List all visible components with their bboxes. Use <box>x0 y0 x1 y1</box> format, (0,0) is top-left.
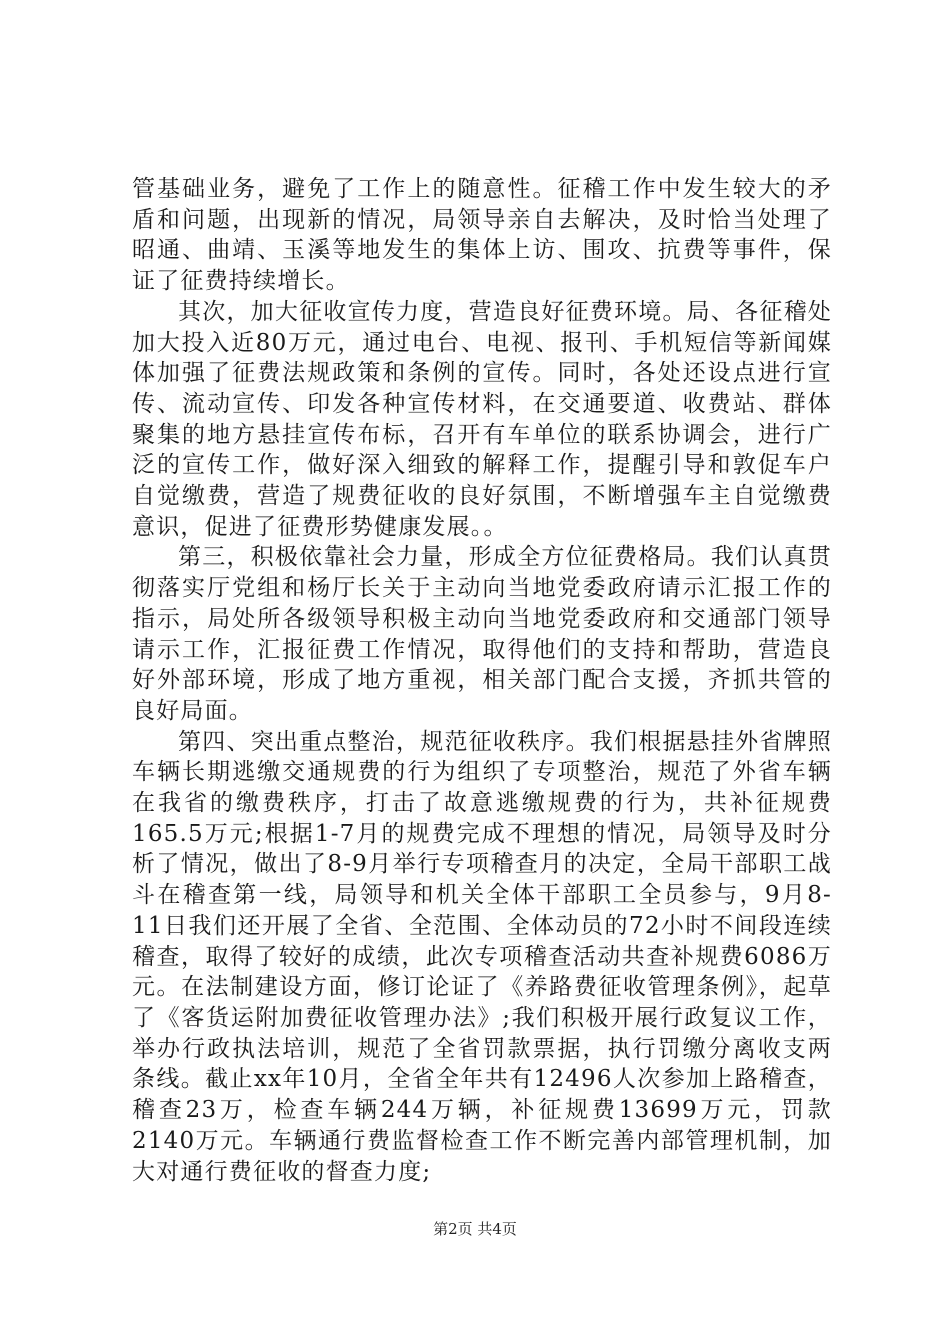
paragraph-social-forces: 第三，积极依靠社会力量，形成全方位征费格局。我们认真贯彻落实厅党组和杨厅长关于主动向当地党委政府请示汇报工作的指示，局处所各级领导积极主动向当地党委政府和交通部门领导请示工作，汇报征费工作情况，取得他们的支持和帮助，营造良好外部环境，形成了地方重视，相关部门配合支援，齐抓共管的良好局面。 <box>132 544 832 724</box>
paragraph-rectification: 第四、突出重点整治，规范征收秩序。我们根据悬挂外省牌照车辆长期逃缴交通规费的行为组织了专项整治，规范了外省车辆在我省的缴费秩序，打击了故意逃缴规费的行为，共补征规费165.5万元;根据1-7月的规费完成不理想的情况，局领导及时分析了情况，做出了8-9月举行专项稽查月的决定，全局干部职工战斗在稽查第一线，局领导和机关全体干部职工全员参与，9月8-11日我们还开展了全省、全范围、全体动员的72小时不间段连续稽查，取得了较好的成绩，此次专项稽查活动共查补规费6086万元。在法制建设方面，修订论证了《养路费征收管理条例》，起草了《客货运附加费征收管理办法》;我们积极开展行政复议工作，举办行政执法培训，规范了全省罚款票据，执行罚缴分离收支两条线。截止xx年10月，全省全年共有12496人次参加上路稽查，稽查23万，检查车辆244万辆，补征规费13699万元，罚款2140万元。车辆通行费监督检查工作不断完善内部管理机制，加大对通行费征收的督查力度; <box>132 728 832 1185</box>
paragraph-publicity: 其次，加大征收宣传力度，营造良好征费环境。局、各征稽处加大投入近80万元，通过电台、电视、报刊、手机短信等新闻媒体加强了征费法规政策和条例的宣传。同时，各处还设点进行宣传、流动宣传、印发各种宣传材料，在交通要道、收费站、群体聚集的地方悬挂宣传布标，召开有车单位的联系协调会，进行广泛的宣传工作，做好深入细致的解释工作，提醒引导和敦促车户自觉缴费，营造了规费征收的良好氛围，不断增强车主自觉缴费意识，促进了征费形势健康发展。。 <box>132 298 832 540</box>
page-number-footer: 第2页 共4页 <box>433 1220 517 1238</box>
document-body <box>132 174 832 1187</box>
paragraph-continued: 管基础业务，避免了工作上的随意性。征稽工作中发生较大的矛盾和问题，出现新的情况，局领导亲自去解决，及时恰当处理了昭通、曲靖、玉溪等地发生的集体上访、围攻、抗费等事件，保证了征费持续增长。 <box>132 176 832 295</box>
